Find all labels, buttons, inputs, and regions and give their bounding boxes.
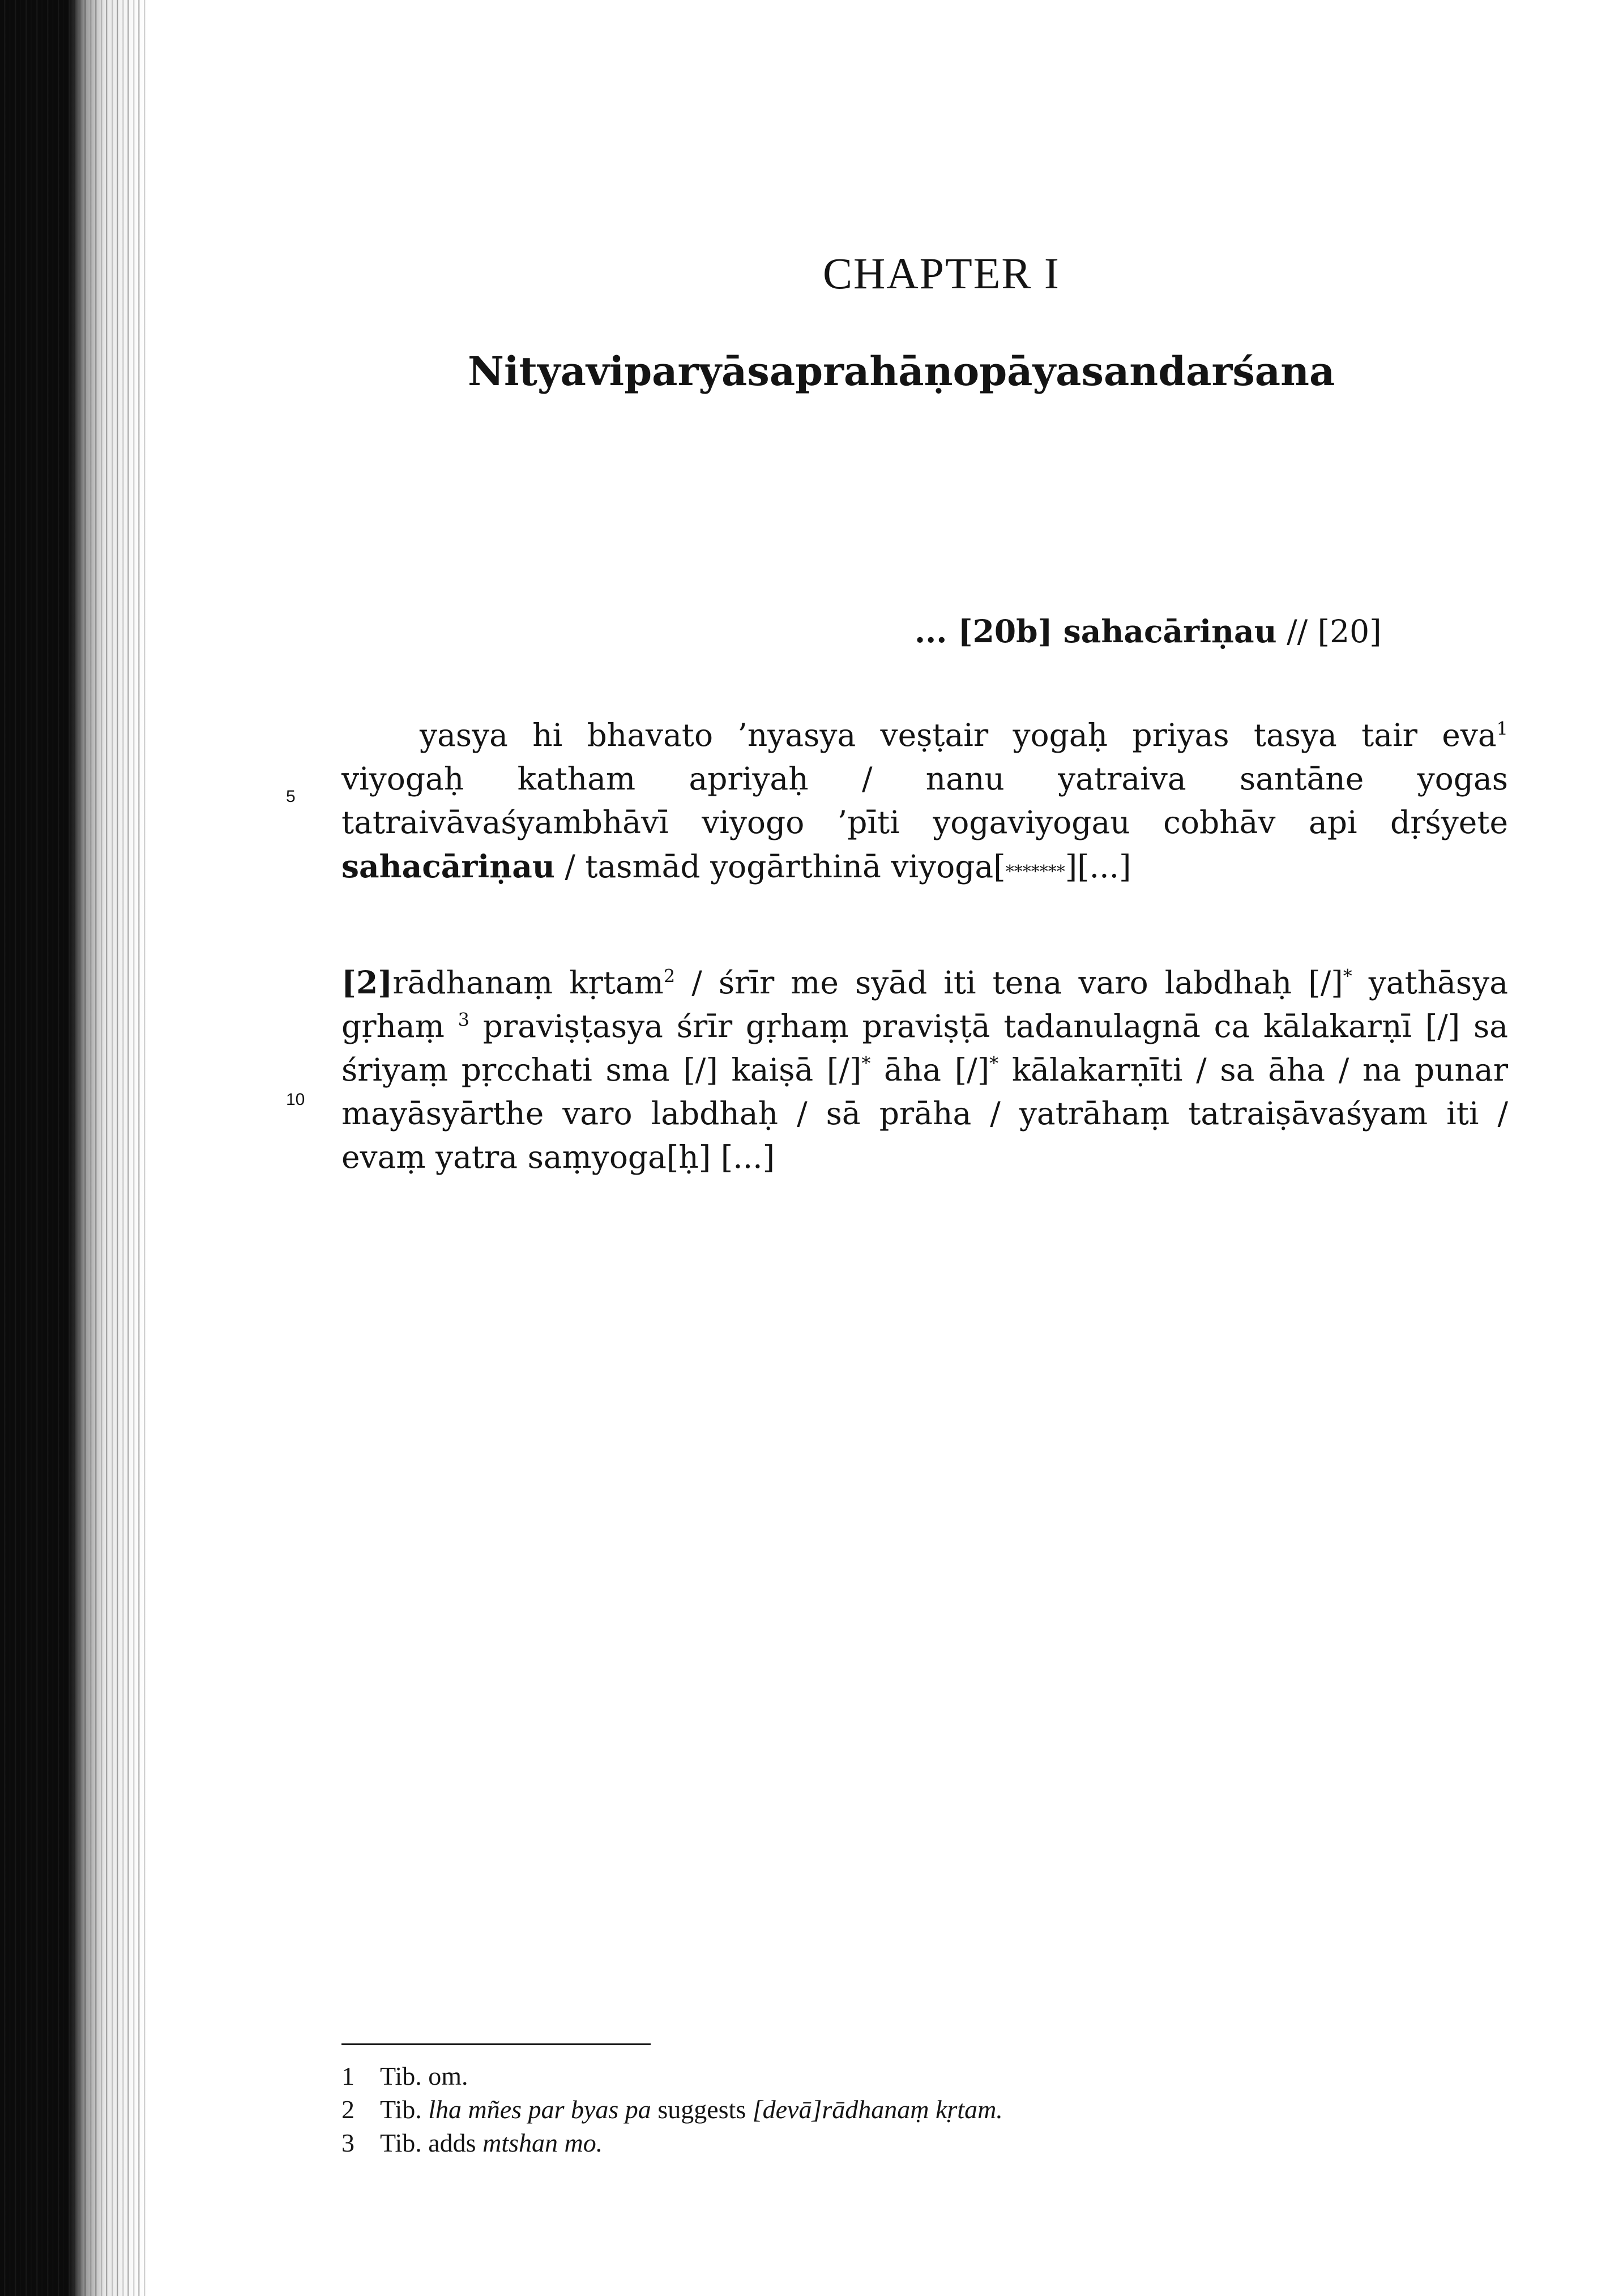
- verse-reference: [915, 613, 1382, 650]
- p2-text-c: yathāsya gṛhaṃ: [341, 965, 1508, 1044]
- footnote-marker-1: 1: [1496, 718, 1508, 740]
- footnote-divider: [341, 2043, 651, 2045]
- footnote-italic-sanskrit: [devā]rādhanaṃ kṛtam.: [752, 2095, 1003, 2124]
- p2-text-d: praviṣṭasya śrīr gṛhaṃ praviṣṭā tadanulagnā ca kālakarṇī [/] sa śriyaṃ pṛcchati sma [/] kaiṣā [/]: [341, 1008, 1508, 1088]
- asterisk-marker: *: [989, 1052, 999, 1074]
- chapter-title: Nityaviparyāsaprahāṇopāyasandarśana: [468, 348, 1335, 395]
- p1-lacuna-stars: *******: [1005, 862, 1065, 882]
- footnotes: [341, 2059, 1474, 2160]
- scan-gutter-edge: [0, 0, 147, 2296]
- footnote-italic-tibetan: mtshan mo.: [482, 2128, 603, 2157]
- asterisk-marker: *: [1343, 965, 1352, 987]
- footnote-2: [341, 2093, 1474, 2126]
- footnote-number: 1: [341, 2062, 355, 2090]
- paragraph-2: [341, 961, 1508, 1179]
- line-number-5: 5: [286, 787, 296, 806]
- p2-folio-marker: [2]: [341, 964, 393, 1001]
- p2-text-f: kālakarṇīti / sa āha / na punar mayāsyārthe varo labdhaḥ / sā prāha / yatrāhaṃ tatraiṣāvaśyam iti / evaṃ yatra saṃyoga[ḥ] [...]: [341, 1052, 1508, 1175]
- footnote-1: [341, 2059, 1474, 2093]
- p1-text-d: ][...]: [1065, 848, 1131, 885]
- p2-text-a: rādhanaṃ kṛtam: [392, 965, 664, 1001]
- chapter-number: CHAPTER I: [823, 249, 1060, 298]
- p1-text-c: / tasmād yogārthinā viyoga[: [554, 848, 1006, 885]
- footnote-text: Tib. om.: [380, 2062, 468, 2090]
- footnote-number: 3: [341, 2128, 355, 2157]
- footnote-3: [341, 2126, 1474, 2160]
- p1-bold-term: sahacāriṇau: [341, 848, 555, 885]
- footnote-marker-2: 2: [663, 965, 676, 987]
- asterisk-marker: *: [861, 1052, 871, 1074]
- line-number-10: 10: [286, 1090, 305, 1109]
- p1-text-a: yasya hi bhavato ’nyasya veṣṭair yogaḥ priyas tasya tair eva: [420, 717, 1497, 753]
- footnote-text: suggests: [651, 2095, 753, 2124]
- p2-text-b: / śrīr me syād iti tena varo labdhaḥ [/]: [675, 965, 1343, 1001]
- footnote-marker-3: 3: [458, 1009, 469, 1031]
- p2-text-e: āha [/]: [870, 1052, 990, 1088]
- footnote-text: Tib.: [380, 2095, 429, 2124]
- verse-reference-bold: ... [20b] sahacāriṇau: [915, 613, 1277, 650]
- footnote-number: 2: [341, 2095, 355, 2124]
- verse-reference-number: // [20]: [1276, 613, 1382, 650]
- paragraph-1: [341, 714, 1508, 894]
- p1-text-b: viyogaḥ katham apriyaḥ / nanu yatraiva santāne yogas tatraivāvaśyambhāvī viyogo ’pīti yogaviyogau cobhāv api dṛśyete: [341, 761, 1508, 840]
- footnote-text: Tib. adds: [380, 2128, 483, 2157]
- footnote-italic-tibetan: lha mñes par byas pa: [428, 2095, 651, 2124]
